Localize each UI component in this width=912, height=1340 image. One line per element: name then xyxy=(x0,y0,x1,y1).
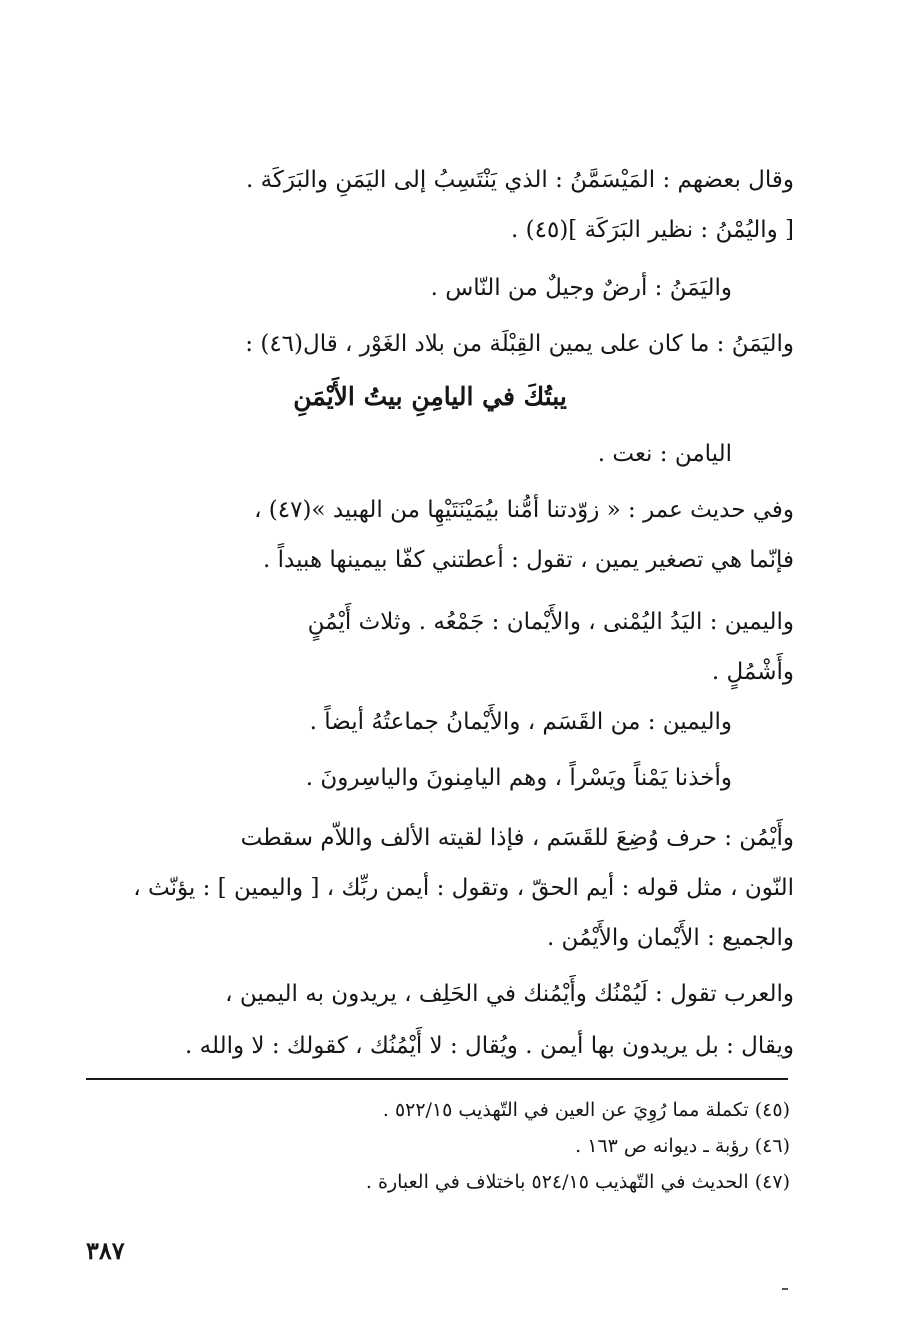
verse-line: يبتُكَ في اليامِنِ بيتُ الأَيْمَنِ xyxy=(293,382,567,411)
body-line-12: وأَيْمُن : حرف وُضِعَ للقَسَم ، فإذا لقيته الألف واللاّم سقطت xyxy=(240,825,794,851)
body-line-9: وأَشْمُلٍ . xyxy=(711,659,794,685)
scan-speck xyxy=(782,1288,788,1290)
body-line-13: النّون ، مثل قوله : أيم الحقّ ، وتقول : أيمن ربِّك ، [ واليمين ] : يؤنّث ، xyxy=(133,875,794,901)
footnote-47: (٤٧) الحديث في التّهذيب ٥٢٤/١٥ باختلاف في العبارة . xyxy=(365,1171,790,1193)
body-line-11: وأخذنا يَمْناً ويَسْراً ، وهم اليامِنونَ والياسِرونَ . xyxy=(305,765,732,791)
body-line-2: [ واليُمْنُ : نظير البَرَكَة ](٤٥) . xyxy=(510,217,794,243)
body-line-16: ويقال : بل يريدون بها أيمن . ويُقال : لا أَيْمُنُك ، كقولك : لا والله . xyxy=(185,1033,794,1059)
footnote-45: (٤٥) تكملة مما رُوِيَ عن العين في التّهذيب ٥٢٢/١٥ . xyxy=(382,1099,790,1121)
body-line-6: وفي حديث عمر : « زوّدتنا أمُّنا بيُمَيْنَتَيْهِا من الهبيد »(٤٧) ، xyxy=(254,497,794,523)
page-number: ٣٨٧ xyxy=(86,1236,125,1265)
footnote-separator xyxy=(86,1078,788,1080)
footnote-46: (٤٦) رؤبة ـ ديوانه ص ١٦٣ . xyxy=(575,1135,790,1157)
body-line-1: وقال بعضهم : المَيْسَمَّنُ : الذي يَنْتَسِبُ إلى اليَمَنِ والبَرَكَة . xyxy=(245,167,794,193)
body-line-8: واليمين : اليَدُ اليُمْنى ، والأَيْمان : جَمْعُه . وثلاث أَيْمُنٍ xyxy=(307,609,794,635)
body-line-4: واليَمَنُ : ما كان على يمين القِبْلَة من بلاد الغَوْر ، قال(٤٦) : xyxy=(245,331,794,357)
body-line-5: اليامن : نعت . xyxy=(597,441,732,467)
body-line-3: واليَمَنُ : أرضٌ وجيلٌ من النّاس . xyxy=(430,275,732,301)
body-line-7: فإنّما هي تصغير يمين ، تقول : أعطتني كفّا بيمينها هبيداً . xyxy=(263,547,794,573)
body-line-14: والجميع : الأَيْمان والأَيْمُن . xyxy=(546,925,794,951)
body-line-10: واليمين : من القَسَم ، والأَيْمانُ جماعتُهُ أيضاً . xyxy=(309,709,732,735)
body-line-15: والعرب تقول : لَيُمْنُك وأَيْمُنك في الحَلِف ، يريدون به اليمين ، xyxy=(225,981,794,1007)
